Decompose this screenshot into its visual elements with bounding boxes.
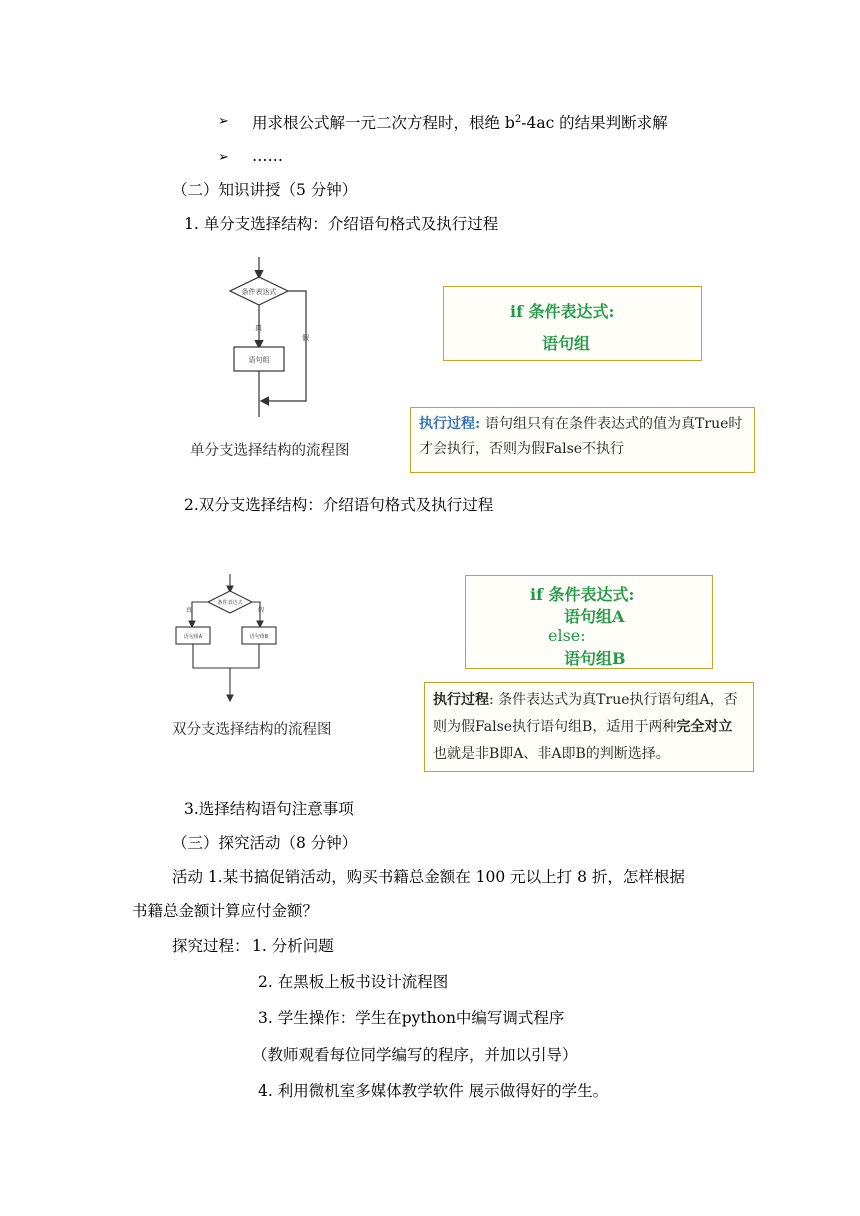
activity-text: 活动 1.某书搞促销活动，购买书籍总金额在 100 元以上打 8 折，怎样根据: [172, 868, 685, 886]
process-step: 3. 学生操作：学生在python中编写调式程序: [258, 1009, 565, 1027]
process-step: 4. 利用微机室多媒体教学软件 展示做得好的学生。: [258, 1082, 609, 1100]
section-heading: （三）探究活动（8 分钟）: [172, 834, 358, 852]
execution-label: 执行过程: [419, 416, 475, 432]
arrow-bullet-icon: ➢: [218, 114, 229, 129]
code-line: 语句组B: [564, 649, 626, 668]
double-branch-flowchart: [168, 572, 298, 704]
condition-label: 条件表达式: [241, 288, 277, 296]
flowchart-caption: 单分支选择结构的流程图: [190, 443, 350, 459]
bullet-item: [218, 110, 229, 132]
process-label: 探究过程：: [172, 937, 250, 955]
false-branch-line: [252, 602, 260, 626]
merge-line: [193, 644, 259, 668]
true-label: 真: [186, 607, 193, 614]
true-label: 真: [255, 324, 262, 332]
execution-note-box: [424, 682, 754, 772]
bullet-text: [252, 110, 668, 133]
statement-b-label: 语句组B: [249, 634, 269, 640]
code-line: 语句组: [542, 334, 591, 353]
code-line: 语句组A: [564, 607, 625, 626]
syntax-box: [443, 286, 702, 361]
execution-note-box: [410, 407, 755, 473]
item-heading: 2.双分支选择结构：介绍语句格式及执行过程: [184, 496, 494, 514]
arrow-bullet-icon: ➢: [218, 150, 229, 165]
process-note: （教师观看每位同学编写的程序，并加以引导）: [252, 1046, 578, 1064]
process-step: 1. 分析问题: [252, 937, 334, 955]
activity-text: 书籍总金额计算应付金额？: [132, 902, 319, 920]
execution-label-colon: :: [489, 692, 499, 708]
item-heading: 1. 单分支选择结构：介绍语句格式及执行过程: [184, 215, 499, 233]
bullet-item: [218, 146, 229, 168]
execution-label: 执行过程: [433, 692, 489, 708]
statement-a-label: 语句组A: [183, 634, 203, 640]
code-line: else:: [548, 626, 586, 645]
false-label: 假: [258, 607, 265, 614]
statement-label: 语句组: [248, 356, 270, 364]
execution-text: 条件表达式为真True执行语句组A，否则为假False执行语句组B，适用于两种: [433, 692, 738, 735]
execution-text: 语句组只有在条件表达式的值为真True时才会执行，否则为假False不执行: [419, 416, 743, 457]
false-branch-line: [262, 291, 306, 401]
bullet-text-suffix: -4ac 的结果判断求解: [521, 114, 668, 133]
section-heading: （二）知识讲授（5 分钟）: [172, 181, 358, 199]
execution-text: 也就是非B即A、非A即B的判断选择。: [433, 746, 670, 762]
item-heading: 3.选择结构语句注意事项: [184, 800, 354, 818]
flowchart-caption: 双分支选择结构的流程图: [172, 722, 332, 738]
process-step: 2. 在黑板上板书设计流程图: [258, 973, 449, 991]
superscript: 2: [514, 114, 522, 125]
bullet-text-prefix: 用求根公式解一元二次方程时，根绝 b: [252, 114, 515, 133]
execution-bold-text: 完全对立: [676, 719, 733, 735]
false-label: 假: [302, 334, 309, 342]
execution-label-colon: :: [475, 416, 486, 432]
code-line: if 条件表达式:: [510, 302, 615, 321]
bullet-text: ……: [252, 147, 283, 165]
syntax-box: [465, 575, 713, 669]
condition-label: 条件表达式: [217, 600, 243, 606]
true-branch-line: [192, 602, 208, 626]
single-branch-flowchart: [222, 255, 322, 420]
code-line: if 条件表达式:: [530, 585, 635, 604]
